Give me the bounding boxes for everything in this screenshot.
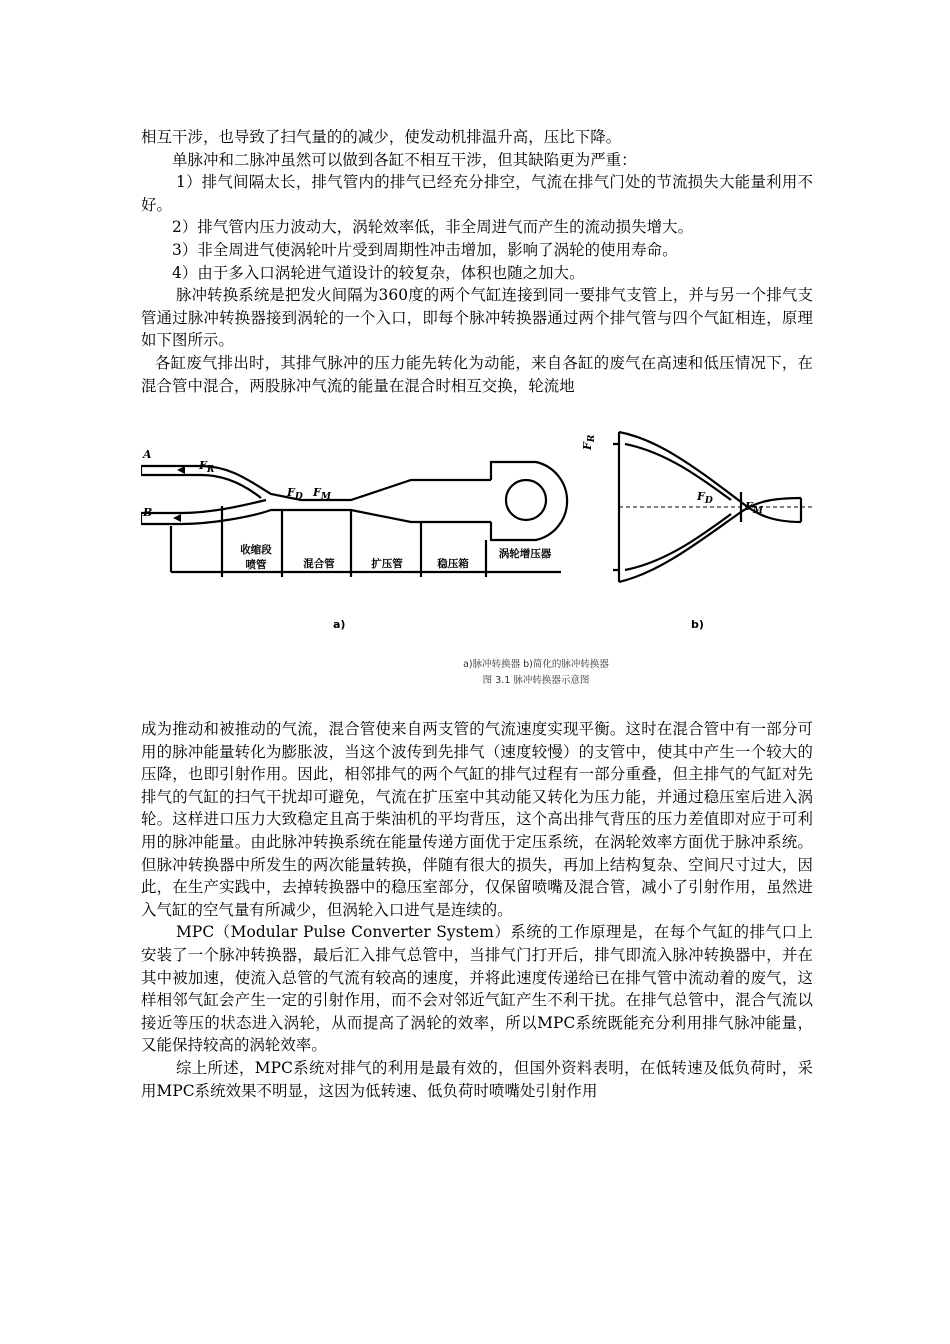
top-text-block	[141, 126, 813, 397]
inlet-b-label: B	[143, 506, 153, 519]
section-diffuser-label: 扩压管	[371, 558, 403, 570]
paragraph: 单脉冲和二脉冲虽然可以做到各缸不相互干涉，但其缺陷更为严重：	[172, 150, 637, 169]
paragraph: MPC（Modular Pulse Converter System）系统的工作原理是，在每个气缸的排气口上安装了一个脉冲转换器，最后汇入排气总管中，当排气门打开后，排气即流入脉冲转换器中，并在其中被加速，使流入总管的气流有较高的速度，并将此速度传递给已在排气管中流动着的废气，这样相邻气缸会产生一定的引射作用，而不会对邻近气缸产生不利干扰。在排气总管中，混合气流以接近等压的状态进入涡轮，从而提高了涡轮的效率，所以MPC系统既能充分利用排气脉冲能量，又能保持较高的涡轮效率。	[141, 923, 813, 1055]
figure-caption: 图 3.1 脉冲转换器示意图	[482, 675, 590, 686]
paragraph: 各缸废气排出时，其排气脉冲的压力能先转化为动能，来自各缸的废气在高速和低压情况下，在混合管中混合，两股脉冲气流的能量在混合时相互交换，轮流地	[141, 353, 813, 395]
panel-b-force-d-label: $F_D$	[697, 490, 713, 507]
paragraph: 相互干涉，也导致了扫气量的的减少，使发动机排温升高，压比下降。	[141, 128, 622, 146]
force-m-label: $F_M$	[313, 486, 331, 503]
force-r-label: $F_R$	[199, 459, 215, 476]
inlet-a-label: A	[143, 448, 152, 461]
list-item: 3）非全周进气使涡轮叶片受到周期性冲击增加，影响了涡轮的使用寿命。	[172, 240, 678, 259]
panel-a-label: a)	[333, 618, 346, 631]
force-d-label: $F_D$	[287, 486, 303, 503]
list-item: 2）排气管内压力波动大，涡轮效率低，非全周进气而产生的流动损失增大。	[172, 218, 694, 237]
section-plenum-label: 稳压箱	[437, 558, 469, 570]
panel-b-label: b)	[691, 618, 704, 631]
list-item: 1）排气间隔太长，排气管内的排气已经充分排空，气流在排气门处的节流损失大能量利用不好。	[141, 173, 813, 214]
paragraph: 脉冲转换系统是把发火间隔为360度的两个气缸连接到同一要排气支管上，并与另一个排气支管通过脉冲转换器接到涡轮的一个入口，即每个脉冲转换器通过两个排气管与四个气缸相连，原理如下图所示。	[141, 286, 813, 350]
paragraph: 综上所述，MPC系统对排气的利用是最有效的，但国外资料表明，在低转速及低负荷时，采用MPC系统效果不明显，这因为低转速、低负荷时喷嘴处引射作用	[141, 1058, 813, 1100]
pulse-converter-figure	[141, 422, 813, 702]
panel-b-force-r-label: $F_R$	[581, 434, 598, 450]
paragraph: 成为推动和被推动的气流，混合管使来自两支管的气流速度实现平衡。这时在混合管中有一部分可用的脉冲能量转化为膨胀波，当这个波传到先排气（速度较慢）的支管中，使其中产生一个较大的压降，也即引射作用。因此，相邻排气的两个气缸的排气过程有一部分重叠，但主排气的气缸对先排气的气缸的扫气干扰却可避免，气流在扩压室中其动能又转化为压力能，并通过稳压室后进入涡轮。这样进口压力大致稳定且高于柴油机的平均背压，这个高出排气背压的压力差值即对应于可利用的脉冲能量。由此脉冲转换系统在能量传递方面优于定压系统，在涡轮效率方面优于脉冲系统。但脉冲转换器中所发生的两次能量转换，伴随有很大的损失，再加上结构复杂、空间尺寸过大，因此，在生产实践中，去掉转换器中的稳压室部分，仅保留喷嘴及混合管，减小了引射作用，虽然进入气缸的空气量有所减少，但涡轮入口进气是连续的。	[141, 720, 813, 919]
section-nozzle-label: 收缩段 喷管	[240, 544, 272, 571]
panel-b-force-m-label: $F_M$	[745, 500, 763, 517]
section-mixing-label: 混合管	[303, 558, 335, 570]
section-turbo-label: 涡轮增压器	[498, 548, 552, 560]
list-item: 4）由于多入口涡轮进气道设计的较复杂，体积也随之加大。	[172, 263, 585, 282]
figure-subcaption: a)脉冲转换器 b)简化的脉冲转换器	[463, 659, 609, 670]
bottom-text-block	[141, 718, 813, 1102]
